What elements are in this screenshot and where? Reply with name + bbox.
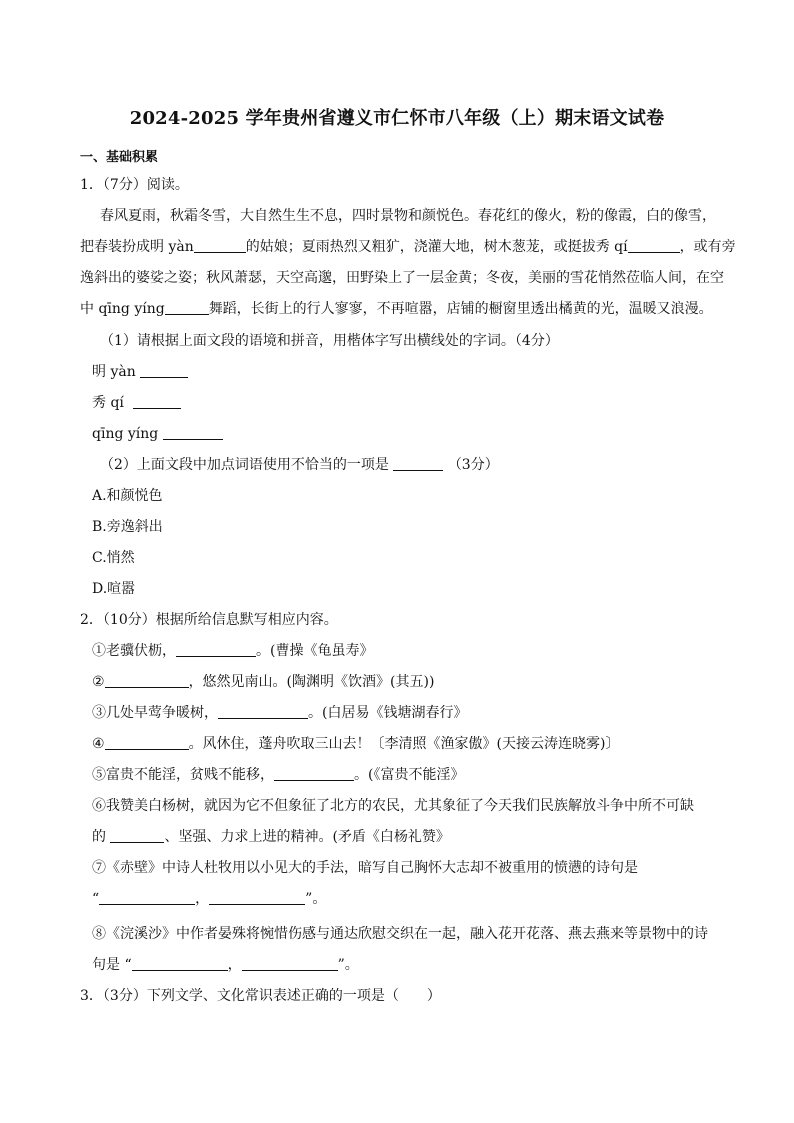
answer-blank[interactable]	[274, 766, 354, 781]
answer-blank[interactable]	[218, 704, 308, 719]
fill-line-1: 明 yàn	[92, 363, 188, 381]
section-heading: 一、基础积累	[80, 150, 159, 165]
recite-line-1: ①老骥伏枥， 。(曹操《龟虽寿》	[92, 643, 374, 659]
answer-blank[interactable]	[628, 238, 680, 253]
answer-blank[interactable]	[165, 300, 209, 315]
option-a[interactable]: A.和颜悦色	[92, 488, 163, 504]
question-1-heading: 1．（7分）阅读。	[80, 177, 189, 193]
recite-line-6a: ⑥我赞美白杨树，就因为它不但象征了北方的农民，尤其象征了今天我们民族解放斗争中所不可缺	[92, 798, 694, 814]
answer-blank[interactable]	[110, 828, 164, 843]
recite-line-7a: ⑦《赤壁》中诗人杜牧用以小见大的手法，暗写自己胸怀大志却不被重用的愤懑的诗句是	[92, 860, 638, 876]
answer-blank[interactable]	[194, 238, 246, 253]
fill-line-2: 秀 qí	[92, 394, 181, 412]
recite-line-5: ⑤富贵不能淫，贫贱不能移， 。(《富贵不能淫》	[92, 767, 465, 783]
recite-line-4: ④ 。风休住，蓬舟吹取三山去！〔李清照《渔家傲》(天接云涛连晓雾)〕	[92, 736, 620, 752]
answer-blank[interactable]	[393, 456, 443, 471]
answer-blank[interactable]	[176, 642, 256, 657]
answer-blank[interactable]	[99, 890, 195, 905]
recite-line-7b: “ ， ”。	[92, 891, 327, 907]
passage-line-3: 逸斜出的婆娑之姿；秋风萧瑟，天空高邈，田野染上了一层金黄；冬夜，美丽的雪花悄然莅临人间，在空	[80, 270, 724, 286]
option-b[interactable]: B.旁逸斜出	[92, 519, 163, 535]
recite-line-8a: ⑧《浣溪沙》中作者晏殊将惋惜伤感与通达欣慰交织在一起，融入花开花落、燕去燕来等景物中的诗	[92, 926, 708, 942]
answer-blank[interactable]	[105, 735, 189, 750]
passage-line-2: 把春装扮成明 yàn 的姑娘；夏雨热烈又粗犷，浇灌大地，树木葱茏，或挺拔秀 qí ，或有旁	[80, 239, 736, 255]
option-c[interactable]: C.悄然	[92, 550, 135, 566]
answer-blank[interactable]	[105, 673, 189, 688]
passage-line-1: 春风夏雨，秋霜冬雪，大自然生生不息，四时景物和颜悦色。春花红的像火，粉的像霞，白的像雪，	[100, 208, 716, 224]
passage-line-4: 中 qīng yíng 舞蹈，长街上的行人寥寥，不再喧嚣，店铺的橱窗里透出橘黄的光，温暖又浪漫。	[80, 301, 713, 317]
answer-blank[interactable]	[133, 394, 181, 409]
answer-blank[interactable]	[242, 956, 338, 971]
recite-line-2: ② ，悠然见南山。(陶渊明《饮酒》(其五))	[92, 674, 435, 690]
question-3-heading: 3．（3分）下列文学、文化常识表述正确的一项是（ ）	[80, 988, 441, 1004]
fill-line-3: qīng yíng	[92, 425, 223, 443]
answer-blank[interactable]	[140, 363, 188, 378]
answer-blank[interactable]	[163, 425, 223, 440]
option-d[interactable]: D.喧嚣	[92, 581, 136, 597]
question-2-heading: 2．（10分）根据所给信息默写相应内容。	[80, 612, 338, 628]
sub-question-1: （1）请根据上面文段的语境和拼音，用楷体字写出横线处的字词。（4分）	[100, 333, 559, 349]
answer-blank[interactable]	[132, 956, 228, 971]
answer-blank[interactable]	[209, 890, 305, 905]
page-title: 2024-2025 学年贵州省遵义市仁怀市八年级（上）期末语文试卷	[129, 108, 665, 129]
sub-question-2: （2）上面文段中加点词语使用不恰当的一项是 （3分）	[100, 457, 499, 473]
recite-line-6b: 的 、坚强、力求上进的精神。(矛盾《白杨礼赞》	[92, 829, 450, 845]
recite-line-8b: 句是 “ ， ”。	[92, 957, 359, 973]
recite-line-3: ③几处早莺争暖树， 。(白居易《钱塘湖春行》	[92, 705, 468, 721]
